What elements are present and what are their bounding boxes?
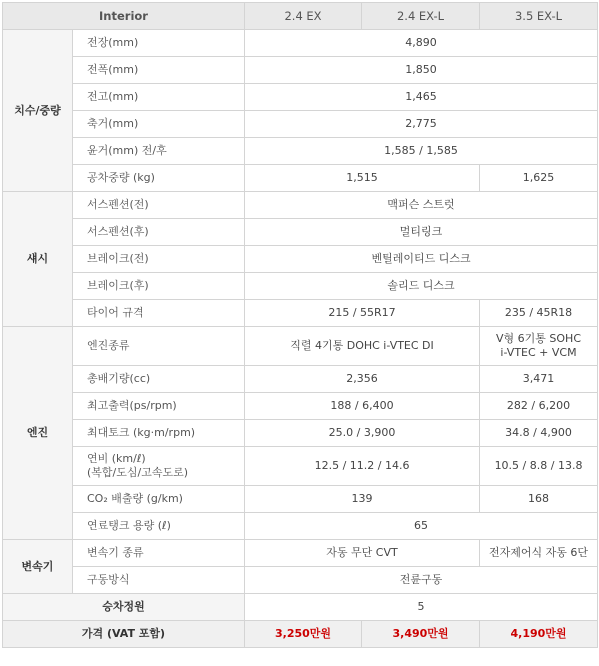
row-value: 215 / 55R17 — [245, 300, 480, 327]
row-value: 벤틸레이티드 디스크 — [245, 246, 598, 273]
table-row — [3, 420, 598, 447]
row-value: 2,775 — [245, 111, 598, 138]
row-value: 1,625 — [480, 165, 598, 192]
row-value: 65 — [245, 513, 598, 540]
row-label-line: 연비 (km/ℓ) — [87, 452, 146, 465]
table-row — [3, 246, 598, 273]
row-label: 엔진종류 — [73, 327, 245, 366]
row-label: 브레이크(전) — [73, 246, 245, 273]
row-label: CO₂ 배출량 (g/km) — [73, 486, 245, 513]
table-row — [3, 219, 598, 246]
row-value: 1,465 — [245, 84, 598, 111]
row-value: 139 — [245, 486, 480, 513]
row-label: 전장(mm) — [73, 30, 245, 57]
row-value: 솔리드 디스크 — [245, 273, 598, 300]
section-transmission: 변속기 — [3, 540, 73, 594]
price-35exl: 4,190만원 — [480, 621, 598, 648]
row-value: 1,515 — [245, 165, 480, 192]
section-engine: 엔진 — [3, 327, 73, 540]
table-row — [3, 486, 598, 513]
table-row — [3, 327, 598, 366]
row-label: 최대토크 (kg·m/rpm) — [73, 420, 245, 447]
price-24ex: 3,250만원 — [245, 621, 362, 648]
row-value: 34.8 / 4,900 — [480, 420, 598, 447]
row-label-line: (복합/도심/고속도로) — [87, 466, 189, 479]
row-value-line: V형 6기통 SOHC — [496, 332, 582, 345]
header-trim-24ex: 2.4 EX — [245, 3, 362, 30]
row-label: 구동방식 — [73, 567, 245, 594]
table-row — [3, 393, 598, 420]
row-value: 전자제어식 자동 6단 — [480, 540, 598, 567]
table-row — [3, 138, 598, 165]
row-value: 전륜구동 — [245, 567, 598, 594]
table-row — [3, 273, 598, 300]
table-row — [3, 513, 598, 540]
row-value: 멀티링크 — [245, 219, 598, 246]
row-value — [480, 327, 598, 366]
row-value: 168 — [480, 486, 598, 513]
table-row — [3, 594, 598, 621]
table-row — [3, 300, 598, 327]
row-value: 2,356 — [245, 366, 480, 393]
section-chassis: 섀시 — [3, 192, 73, 327]
table-row — [3, 111, 598, 138]
row-value: 12.5 / 11.2 / 14.6 — [245, 447, 480, 486]
row-value: 4,890 — [245, 30, 598, 57]
table-row — [3, 567, 598, 594]
row-value: 1,850 — [245, 57, 598, 84]
row-label: 공차중량 (kg) — [73, 165, 245, 192]
table-row — [3, 30, 598, 57]
row-value: 5 — [245, 594, 598, 621]
row-value: 3,471 — [480, 366, 598, 393]
row-label: 서스펜션(후) — [73, 219, 245, 246]
header-row — [3, 3, 598, 30]
row-value: 188 / 6,400 — [245, 393, 480, 420]
row-label-seats: 승차정원 — [3, 594, 245, 621]
row-label: 최고출력(ps/rpm) — [73, 393, 245, 420]
table-row — [3, 447, 598, 486]
section-dims: 치수/중량 — [3, 30, 73, 192]
row-label-price: 가격 (VAT 포함) — [3, 621, 245, 648]
row-label: 변속기 종류 — [73, 540, 245, 567]
table-row — [3, 165, 598, 192]
row-label: 브레이크(후) — [73, 273, 245, 300]
row-label: 전폭(mm) — [73, 57, 245, 84]
header-trim-35exl: 3.5 EX-L — [480, 3, 598, 30]
row-label: 연료탱크 용량 (ℓ) — [73, 513, 245, 540]
price-24exl: 3,490만원 — [362, 621, 480, 648]
row-label: 서스펜션(전) — [73, 192, 245, 219]
header-interior: Interior — [3, 3, 245, 30]
row-value: 자동 무단 CVT — [245, 540, 480, 567]
header-trim-24exl: 2.4 EX-L — [362, 3, 480, 30]
table-row — [3, 57, 598, 84]
table-row — [3, 84, 598, 111]
row-value: 직렬 4기통 DOHC i-VTEC DI — [245, 327, 480, 366]
row-label: 타이어 규격 — [73, 300, 245, 327]
table-row — [3, 192, 598, 219]
table-row — [3, 540, 598, 567]
row-value: 1,585 / 1,585 — [245, 138, 598, 165]
row-value-line: i-VTEC + VCM — [500, 346, 577, 359]
row-value: 235 / 45R18 — [480, 300, 598, 327]
row-value: 282 / 6,200 — [480, 393, 598, 420]
row-value: 25.0 / 3,900 — [245, 420, 480, 447]
row-value: 10.5 / 8.8 / 13.8 — [480, 447, 598, 486]
price-row — [3, 621, 598, 648]
spec-table — [2, 2, 598, 648]
row-label: 전고(mm) — [73, 84, 245, 111]
table-row — [3, 366, 598, 393]
row-label: 축거(mm) — [73, 111, 245, 138]
row-value: 맥퍼슨 스트럿 — [245, 192, 598, 219]
row-label: 윤거(mm) 전/후 — [73, 138, 245, 165]
row-label: 총배기량(cc) — [73, 366, 245, 393]
row-label — [73, 447, 245, 486]
